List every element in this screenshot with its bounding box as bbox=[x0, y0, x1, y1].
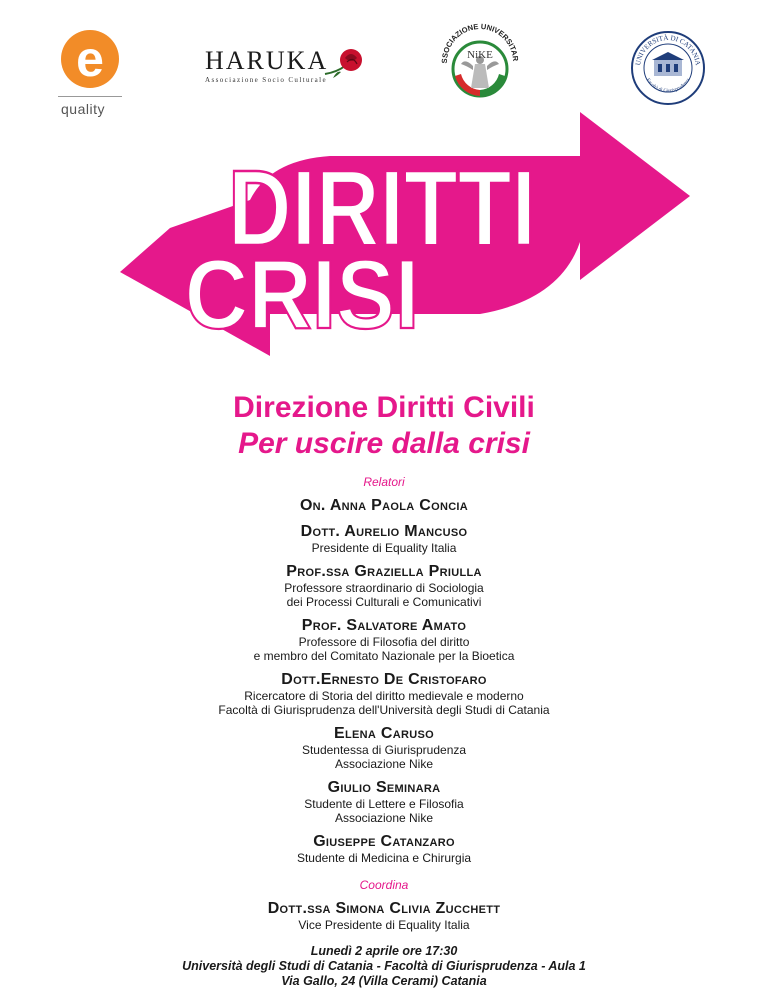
equality-e-mark: e bbox=[61, 30, 119, 88]
speaker-name: On. Anna Paola Concia bbox=[299, 497, 469, 514]
coordinator-role: Vice Presidente di Equality Italia bbox=[298, 918, 470, 932]
event-details bbox=[0, 944, 768, 989]
event-address: Via Gallo, 24 (Villa Cerami) Catania bbox=[281, 974, 487, 988]
equality-divider bbox=[58, 96, 122, 97]
speaker-role: Associazione Nike bbox=[334, 811, 434, 825]
diritti-crisi-graphic bbox=[0, 100, 768, 400]
speaker-name: Prof. Salvatore Amato bbox=[301, 617, 467, 634]
speaker-role: e membro del Comitato Nazionale per la Bioetica bbox=[253, 649, 515, 663]
speaker-name: Elena Caruso bbox=[334, 725, 434, 742]
speaker-name: Giulio Seminara bbox=[327, 779, 441, 796]
speaker-role: dei Processi Culturali e Comunicativi bbox=[286, 595, 482, 609]
title-line-2: Per uscire dalla crisi bbox=[238, 427, 530, 460]
speaker-role: Professore straordinario di Sociologia bbox=[284, 581, 484, 595]
svg-text:Facoltà di Giurisprudenza: Facoltà di Giurisprudenza bbox=[644, 77, 692, 95]
speaker-role: Associazione Nike bbox=[334, 757, 434, 771]
nike-logo bbox=[435, 14, 525, 104]
university-seal bbox=[630, 30, 706, 106]
rose-icon bbox=[323, 44, 365, 84]
speaker-name: Prof.ssa Graziella Priulla bbox=[286, 563, 482, 580]
speaker bbox=[0, 778, 768, 825]
word-crisi: CRISI bbox=[184, 238, 420, 350]
speaker bbox=[0, 562, 768, 609]
speaker bbox=[0, 496, 768, 515]
word-diritti: DIRITTI bbox=[228, 147, 536, 268]
speaker bbox=[0, 832, 768, 865]
speaker bbox=[0, 670, 768, 717]
speaker-role: Facoltà di Giurisprudenza dell'Università degli Studi di Catania bbox=[218, 703, 550, 717]
speaker bbox=[0, 616, 768, 663]
speaker-role: Studente di Lettere e Filosofia bbox=[304, 797, 464, 811]
haruka-subtitle: Associazione Socio Culturale bbox=[205, 76, 328, 84]
content bbox=[0, 390, 768, 989]
svg-text:ASSOCIAZIONE UNIVERSITARIA: SSOCIAZIONE UNIVERSITAR bbox=[439, 21, 521, 64]
speaker-role: Professore di Filosofia del diritto bbox=[298, 635, 470, 649]
title-line-1: Direzione Diritti Civili bbox=[233, 391, 535, 424]
coordinator bbox=[0, 899, 768, 932]
speaker-name: Dott. Aurelio Mancuso bbox=[300, 523, 468, 540]
event-date: Lunedì 2 aprile ore 17:30 bbox=[310, 944, 458, 958]
speaker-role: Ricercatore di Storia del diritto medievale e moderno bbox=[244, 689, 524, 703]
speaker-role: Studente di Medicina e Chirurgia bbox=[296, 851, 472, 865]
speaker bbox=[0, 522, 768, 555]
coordina-label: Coordina bbox=[359, 878, 409, 892]
relatori-label: Relatori bbox=[363, 475, 405, 489]
speaker-name: Giuseppe Catanzaro bbox=[313, 833, 455, 850]
event-venue: Università degli Studi di Catania - Facoltà di Giurisprudenza - Aula 1 bbox=[182, 959, 586, 973]
svg-text:NiKE: NiKE bbox=[467, 49, 493, 61]
svg-text:UNIVERSITÀ DI CATANIA: UNIVERSITÀ DI CATANIA bbox=[634, 33, 702, 67]
speaker-role: Presidente di Equality Italia bbox=[311, 541, 457, 555]
equality-wordmark: quality bbox=[61, 101, 105, 117]
haruka-name: HARUKA bbox=[205, 46, 329, 75]
coordinator-name: Dott.ssa Simona Clivia Zucchett bbox=[267, 900, 501, 917]
speaker bbox=[0, 724, 768, 771]
haruka-logo bbox=[205, 48, 365, 88]
speaker-role: Studentessa di Giurisprudenza bbox=[301, 743, 467, 757]
speaker-name: Dott.Ernesto De Cristofaro bbox=[281, 671, 487, 688]
